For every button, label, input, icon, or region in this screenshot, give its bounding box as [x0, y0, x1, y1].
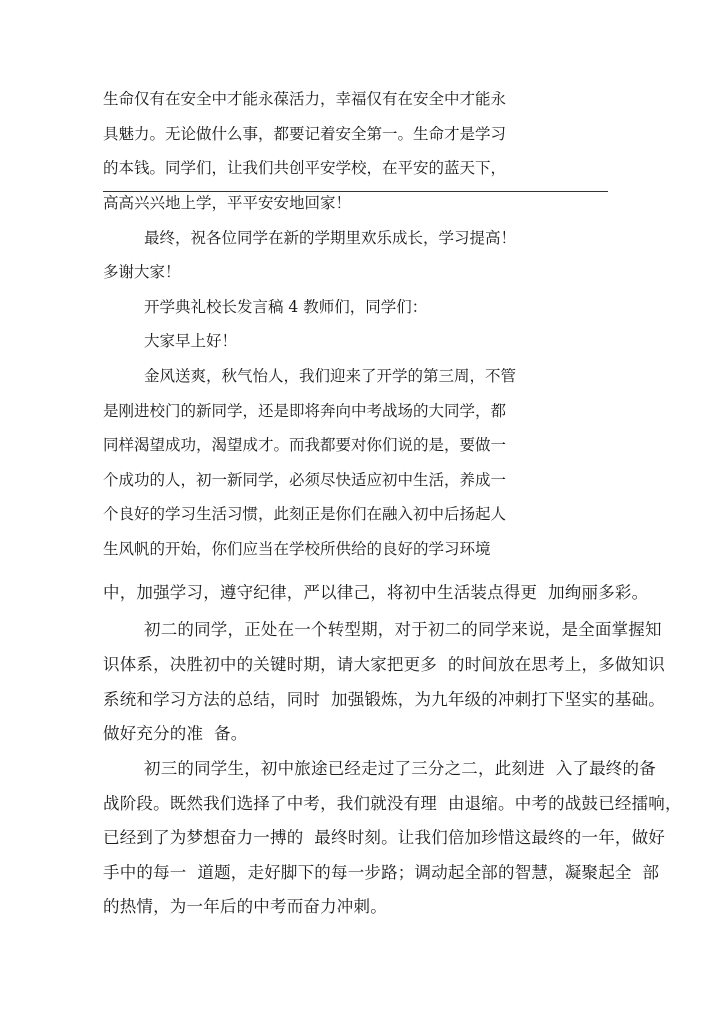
text-line: 是刚进校门的新同学，还是即将奔向中考战场的大同学，都 [103, 402, 507, 420]
greeting: 大家早上好！ [144, 332, 238, 350]
text-line: 已经到了为梦想奋力一搏的 最终时刻。让我们倍加珍惜这最终的一年，做好 [103, 828, 665, 847]
text-line: 同样渴望成功，渴望成才。而我都要对你们说的是，要做一 [103, 436, 507, 454]
text-line: 系统和学习方法的总结，同时 加强锻炼，为九年级的冲刺打下坚实的基础。 [103, 690, 665, 709]
text-line: 的热情，为一年后的中考而奋力冲刺。 [103, 897, 387, 916]
text-line: 手中的每一 道题，走好脚下的每一步路；调动起全部的智慧，凝聚起全 部 [103, 863, 660, 882]
text-line: 具魅力。无论做什么事，都要记着安全第一。生命才是学习 [103, 125, 507, 143]
text-line: 个成功的人，初一新同学，必须尽快适应初中生活，养成一 [103, 471, 507, 489]
text-line: 中，加强学习，遵守纪律，严以律己，将初中生活装点得更 加绚丽多彩。 [103, 583, 649, 602]
text-line: 生风帆的开始，你们应当在学校所供给的良好的学习环境 [103, 540, 491, 558]
text-line: 金风送爽，秋气怡人，我们迎来了开学的第三周，不管 [144, 367, 517, 385]
text-line: 做好充分的准 备。 [103, 724, 248, 743]
horizontal-rule [103, 191, 608, 192]
text-line: 高高兴兴地上学，平平安安地回家！ [103, 194, 352, 212]
text-line: 个良好的学习生活习惯，此刻正是你们在融入初中后扬起人 [103, 505, 507, 523]
text-line: 最终，祝各位同学在新的学期里欢乐成长，学习提高！ [144, 229, 517, 247]
text-line: 多谢大家！ [103, 263, 181, 281]
text-line: 初二的同学，正处在一个转型期，对于初二的同学来说，是全面掌握知 [144, 620, 662, 639]
text-line: 初三的同学生，初中旅途已经走过了三分之二，此刻进 入了最终的备 [144, 759, 656, 778]
section-heading: 开学典礼校长发言稿 4 教师们，同学们： [144, 298, 428, 316]
text-line: 战阶段。既然我们选择了中考，我们就没有理 由退缩。中考的战鼓已经擂响， [103, 794, 682, 813]
text-line: 识体系，决胜初中的关键时期，请大家把更多 的时间放在思考上，多做知识 [103, 655, 665, 674]
text-line: 生命仅有在安全中才能永葆活力，幸福仅有在安全中才能永 [103, 90, 507, 108]
text-line: 的本钱。同学们，让我们共创平安学校，在平安的蓝天下， [103, 159, 507, 177]
